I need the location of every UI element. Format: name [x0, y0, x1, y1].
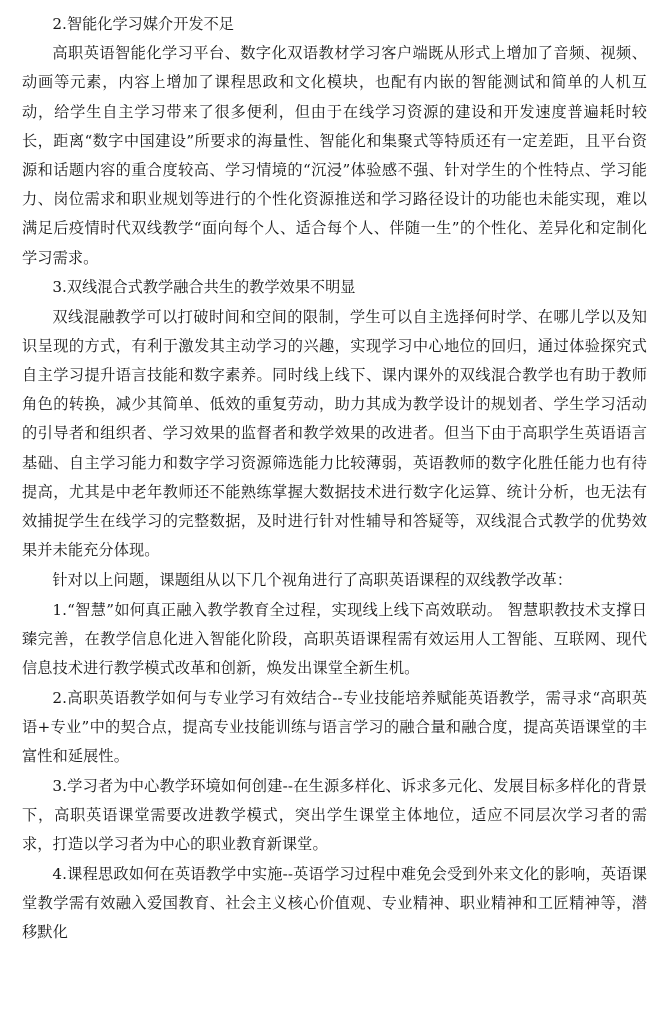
- section-heading-2: 2.智能化学习媒介开发不足: [52, 15, 234, 33]
- paragraph-item-4: 4.课程思政如何在英语教学中实施--英语学习过程中难免会受到外来文化的影响，英语课堂教学需有效融入爱国教育、社会主义核心价值观、专业精神、职业精神和工匠精神等，潜移默化: [22, 864, 647, 942]
- paragraph-item-2: 2.高职英语教学如何与专业学习有效结合--专业技能培养赋能英语教学，需寻求“高职英语+专业”中的契合点，提高专业技能训练与语言学习的融合量和融合度，提高英语课堂的丰富性和延展性。: [22, 688, 647, 766]
- section-heading-3: 3.双线混合式教学融合共生的教学效果不明显: [52, 278, 356, 297]
- paragraph-item-3: 3.学习者为中心教学环境如何创建--在生源多样化、诉求多元化、发展目标多样化的背景下，高职英语课堂需要改进教学模式，突出学生课堂主体地位，适应不同层次学习者的需求，打造以学习者为中心的职业教育新课堂。: [22, 776, 647, 854]
- paragraph-blended-effect: 双线混融教学可以打破时间和空间的限制，学生可以自主选择何时学、在哪儿学以及知识呈现的方式，有利于激发其主动学习的兴趣，实现学习中心地位的回归，通过体验探究式自主学习提升语言技能和数字素养。同时线上线下、课内课外的双线混合教学也有助于教师角色的转换，减少其简单、低效的重复劳动，助力其成为教学设计的规划者、学生学习活动的引导者和组织者、学习效果的监督者和教学效果的改进者。但当下由于高职学生英语语言基础、自主学习能力和数字学习资源筛选能力比较薄弱，英语教师的数字化胜任能力也有待提高，尤其是中老年教师还不能熟练掌握大数据技术进行数字化运算、统计分析，也无法有效捕捉学生在线学习的完整数据，及时进行针对性辅导和答疑等，双线混合式教学的优势效果并未能充分体现。: [22, 307, 647, 560]
- paragraph-item-1: 1.“智慧”如何真正融入教学教育全过程，实现线上线下高效联动。 智慧职教技术支撑日臻完善，在教学信息化进入智能化阶段，高职英语课程需有效运用人工智能、互联网、现代信息技术进行教学模式改革和创新，焕发出课堂全新生机。: [22, 600, 647, 677]
- paragraph-reform-lead: 针对以上问题，课题组从以下几个视角进行了高职英语课程的双线教学改革：: [52, 570, 573, 589]
- paragraph-intelligent-media: 高职英语智能化学习平台、数字化双语教材学习客户端既从形式上增加了音频、视频、动画等元素，内容上增加了课程思政和文化模块，也配有内嵌的智能测试和简单的人机互动，给学生自主学习带来了很多便利，但由于在线学习资源的建设和开发速度普遍耗时较长，距离“数字中国建设”所要求的海量性、智能化和集聚式等特质还有一定差距，且平台资源和话题内容的重合度较高、学习情境的“沉浸”体验感不强、针对学生的个性特点、学习能力、岗位需求和职业规划等进行的个性化资源推送和学习路径设计的功能也未能实现，难以满足后疫情时代双线教学“面向每个人、适合每个人、伴随一生”的个性化、差异化和定制化学习需求。: [22, 44, 647, 267]
